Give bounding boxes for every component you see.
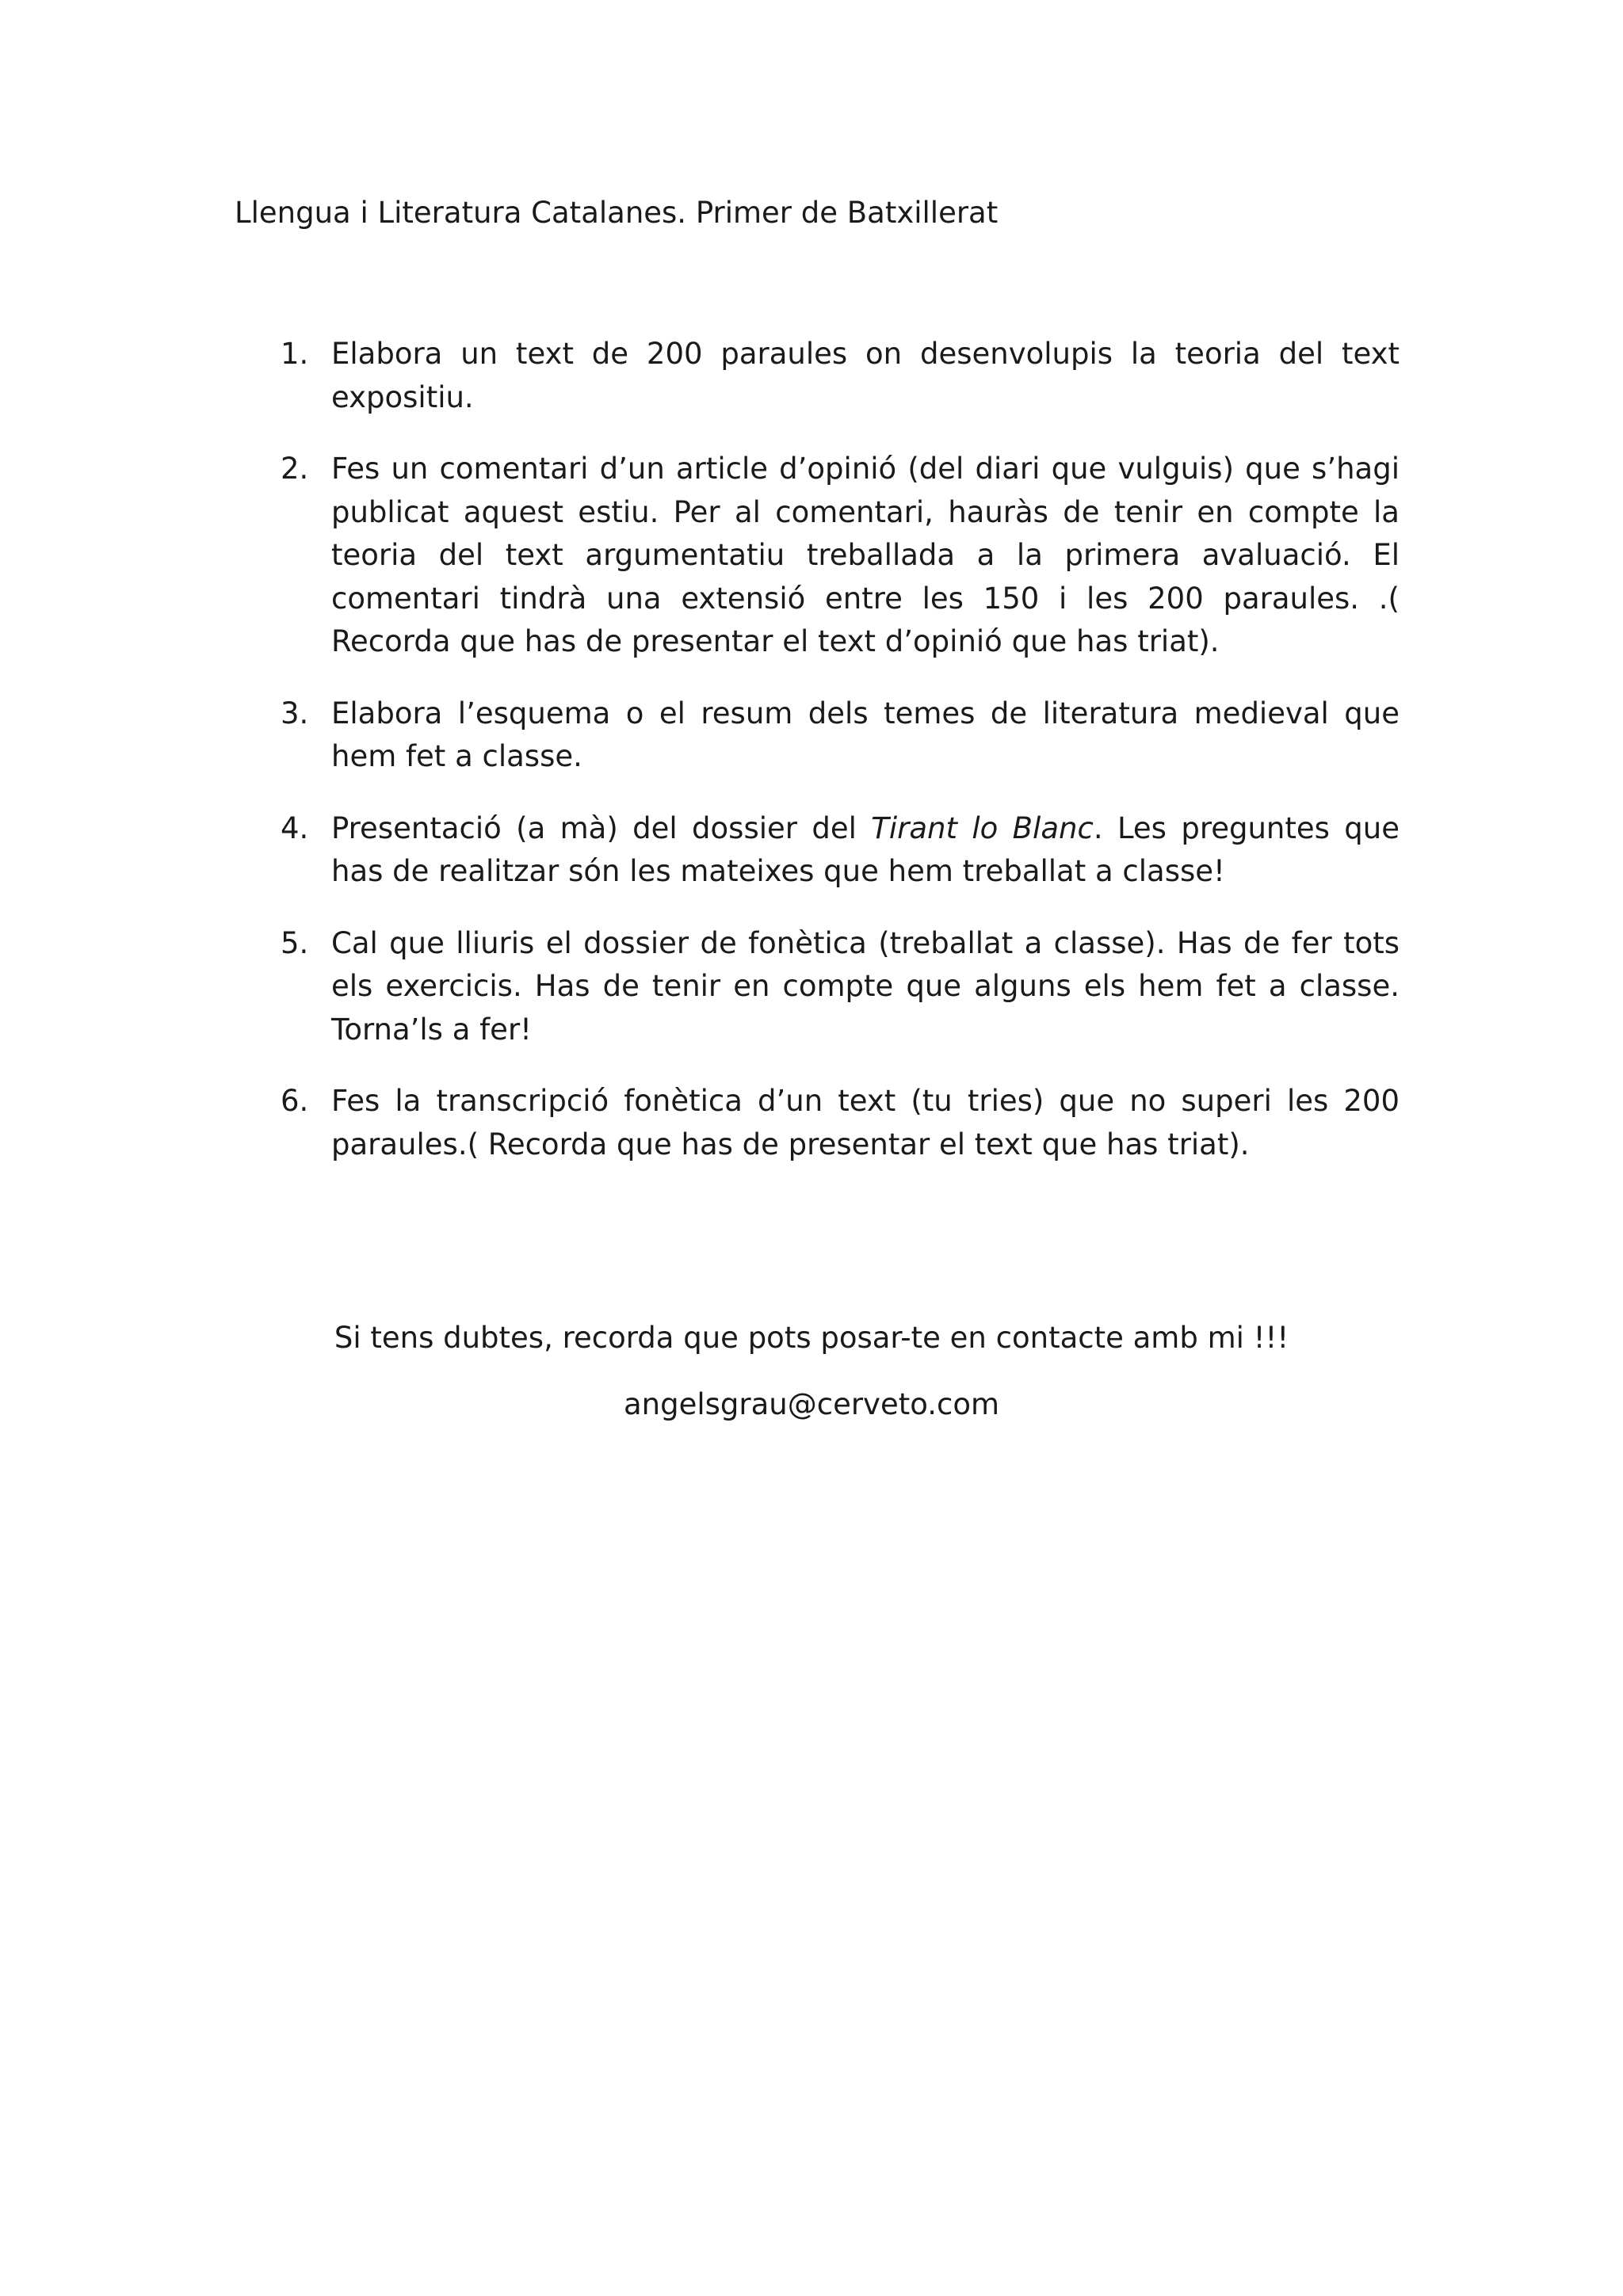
task-item-5 [281,922,1400,1052]
task-item-2 [281,448,1400,664]
task-item-4 [281,807,1400,894]
book-title: Tirant lo Blanc [871,810,1094,845]
task-list [281,333,1400,1195]
task-text-before: Presentació (a mà) del dossier del [331,810,872,845]
task-item-3 [281,692,1400,779]
task-number: 6. [281,1084,309,1118]
task-text-after: . Les preguntes que has de realitzar són les mateixes que hem treballat a classe! [331,810,1400,888]
task-text: Elabora un text de 200 paraules on desenvolupis la teoria del text expositiu. [331,337,1400,414]
task-text: Fes un comentari d’un article d’opinió (del diari que vulguis) que s’hagi publicat aquest estiu. Per al comentari, hauràs de tenir en compte la teoria del text argumentatiu treballada a la primera avaluació. El comentari tindrà una extensió entre les 150 i les 200 paraules. .( Recorda que has de presentar el text d’opinió que has triat). [331,452,1400,658]
task-item-1 [281,333,1400,419]
task-text: Elabora l’esquema o el resum dels temes de literatura medieval que hem fet a classe. [331,696,1400,773]
closing-note: Si tens dubtes, recorda que pots posar-te en contacte amb mi !!! [334,1321,1289,1355]
contact-email: angelsgrau@cerveto.com [623,1387,999,1421]
task-text: Fes la transcripció fonètica d’un text (tu tries) que no superi les 200 paraules.( Recorda que has de presentar el text que has triat). [331,1084,1400,1161]
task-item-6 [281,1080,1400,1166]
task-number: 2. [281,452,309,486]
task-text [331,811,1400,889]
task-number: 3. [281,696,309,730]
task-text: Cal que lliuris el dossier de fonètica (treballat a classe). Has de fer tots els exercicis. Has de tenir en compte que alguns els hem fet a classe. Torna’ls a fer! [331,925,1400,1047]
task-number: 4. [281,810,309,845]
document-heading: Llengua i Literatura Catalanes. Primer de Batxillerat [235,196,999,230]
task-number: 5. [281,925,309,960]
task-number: 1. [281,337,309,371]
